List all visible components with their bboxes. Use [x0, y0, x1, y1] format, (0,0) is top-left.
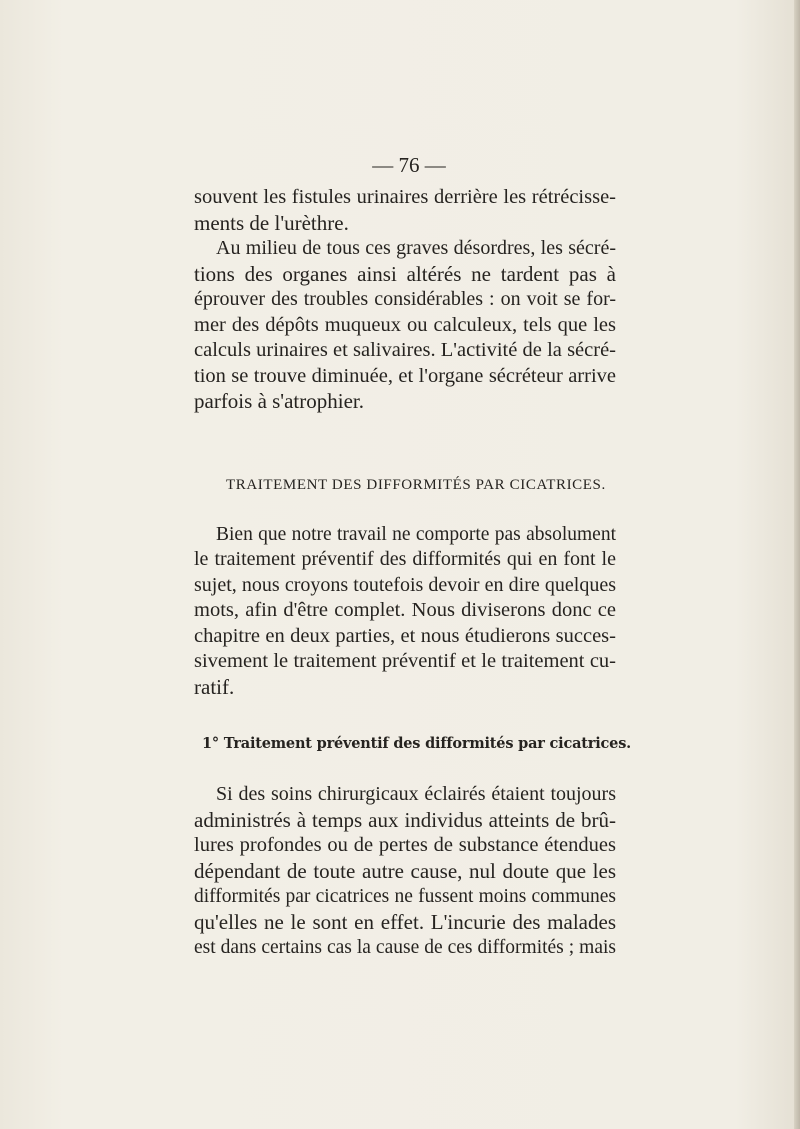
section-heading: TRAITEMENT DES DIFFORMITÉS PAR CICATRICES. — [226, 476, 606, 493]
text-line: sujet, nous croyons toutefois devoir en dire quelques — [194, 573, 616, 596]
paragraph-4 — [194, 782, 616, 961]
text-line: Si des soins chirurgicaux éclairés étaient toujours — [216, 783, 616, 805]
text-line: tions des organes ainsi altérés ne tardent pas à — [194, 261, 616, 286]
text-line: qu'elles ne le sont en effet. L'incurie des malades — [194, 909, 616, 934]
text-block — [194, 148, 632, 961]
text-line: mots, afin d'être complet. Nous diviserons donc ce — [194, 599, 616, 621]
text-line: lures profondes ou de pertes de substance étendues — [194, 834, 616, 856]
paragraph-1 — [194, 185, 616, 236]
text-line: sivement le traitement préventif et le traitement cu- — [194, 650, 616, 672]
text-line: ments de l'urèthre. — [194, 210, 349, 235]
text-line: difformités par cicatrices ne fussent moins communes — [194, 886, 616, 907]
text-line: chapitre en deux parties, et nous étudierons succes- — [194, 624, 616, 647]
page-number: — 76 — — [372, 153, 446, 177]
text-line: administrés à temps aux individus atteints de brû- — [194, 807, 616, 832]
paragraph-3 — [194, 522, 616, 701]
text-line: dépendant de toute autre cause, nul doute que les — [194, 858, 616, 883]
text-line: souvent les fistules urinaires derrière les rétrécisse- — [194, 186, 616, 208]
subsection-heading: 1° Traitement préventif des difformités par cicatrices. — [202, 735, 632, 752]
text-line: est dans certains cas la cause de ces difformités ; mais — [194, 937, 616, 958]
text-line: Bien que notre travail ne comporte pas absolument — [216, 523, 616, 545]
text-line: Au milieu de tous ces graves désordres, les sécré- — [216, 237, 616, 259]
page-edge — [794, 0, 800, 1129]
text-line: tion se trouve diminuée, et l'organe sécréteur arrive — [194, 364, 616, 387]
text-line: calculs urinaires et salivaires. L'activité de la sécré- — [194, 339, 616, 361]
text-line: mer des dépôts muqueux ou calculeux, tels que les — [194, 313, 616, 336]
text-line: ratif. — [194, 674, 235, 699]
text-line: parfois à s'atrophier. — [194, 389, 364, 413]
text-line: éprouver des troubles considérables : on voit se for- — [194, 288, 616, 310]
paragraph-2 — [194, 236, 616, 415]
text-line: le traitement préventif des difformités qui en font le — [194, 548, 616, 570]
